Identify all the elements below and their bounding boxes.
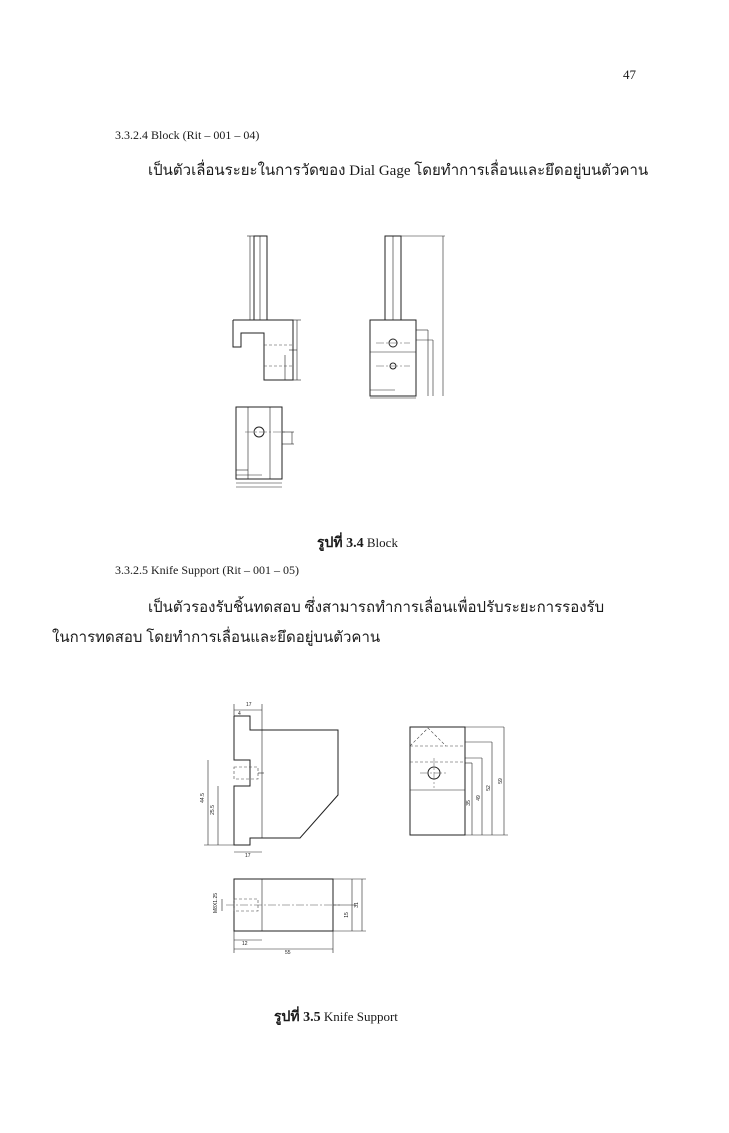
page-number: 47 [623, 67, 636, 82]
dimension-label: M8X1.25 [213, 892, 220, 914]
dimension-label: 49 [475, 795, 482, 801]
paragraph-knife-support-line2: ในการทดสอบ โดยทำการเลื่อนและยึดอยู่บนตัวคาน [52, 630, 381, 646]
dimension-label: 59 [497, 778, 504, 784]
figure-caption-number: รูปที่ 3.5 [274, 1010, 321, 1025]
figure-caption-title: Block [363, 535, 398, 550]
dimension-label: 55 [285, 950, 291, 956]
dimension-label: 4 [238, 711, 241, 717]
dimension-label: 31 [353, 902, 360, 908]
figure-caption-knife-support [274, 1006, 398, 1028]
paragraph-knife-support-line1: เป็นตัวรองรับชิ้นทดสอบ ซึ่งสามารถทำการเลื่อนเพื่อปรับระยะการรองรับ [148, 600, 605, 616]
figure-caption-title: Knife Support [320, 1009, 398, 1024]
dimension-label: 44.5 [199, 793, 206, 803]
dimension-label: 17 [245, 853, 251, 859]
dimension-label: 12 [242, 941, 248, 947]
figure-caption-number: รูปที่ 3.4 [317, 536, 364, 551]
knife-support-front-view [204, 704, 338, 852]
paragraph-block-description: เป็นตัวเลื่อนระยะในการวัดของ Dial Gage โดยทำการเลื่อนและยึดอยู่บนตัวคาน [148, 163, 649, 179]
dimension-label: 17 [246, 702, 252, 708]
section-heading-knife-support: 3.3.2.5 Knife Support (Rit – 001 – 05) [115, 563, 299, 577]
section-heading-block: 3.3.2.4 Block (Rit – 001 – 04) [115, 128, 260, 142]
dimension-label: 25.5 [209, 805, 216, 815]
knife-support-side-view [410, 727, 508, 835]
dimension-label: 52 [485, 785, 492, 791]
dimension-label: 15 [343, 912, 350, 918]
dimension-label: 35 [465, 800, 472, 806]
